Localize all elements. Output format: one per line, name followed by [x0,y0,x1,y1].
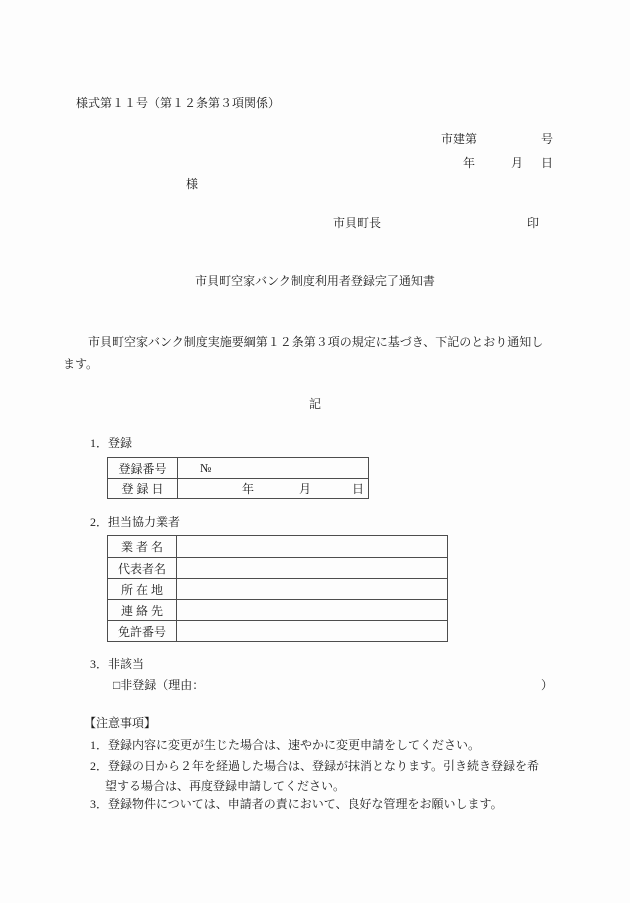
addressee-honorific: 様 [186,177,199,191]
table-row [108,620,447,641]
address-label: 所 在 地 [108,579,177,599]
year-label: 年 [242,482,255,496]
non-registration-label: 非登録（理由： [120,678,205,692]
note-item-3: 3．登録物件については、申請者の責において、良好な管理をお願いします。 [90,797,503,811]
license-number-field [177,621,447,641]
contact-label: 連 絡 先 [108,600,177,620]
date-month-label: 月 [510,156,523,170]
checkbox-icon: □ [113,678,121,692]
non-registration-line [113,677,553,693]
document-title: 市貝町空家バンク制度利用者登録完了通知書 [195,274,435,288]
sender-line [333,215,539,231]
registration-table [107,457,369,499]
note-item-1: 1．登録内容に変更が生じた場合は、速やかに変更申請をしてください。 [90,738,481,752]
body-paragraph: 市貝町空家バンク制度実施要綱第１２条第３項の規定に基づき、下記のとおり通知します。 [63,335,544,371]
date-line [451,139,553,187]
record-marker: 記 [308,397,321,411]
registration-number-field: № [200,460,212,475]
table-row [108,557,447,578]
date-day-label: 日 [540,156,553,170]
cooperating-agent-table [107,535,448,642]
table-row [108,578,447,599]
representative-name-field [177,558,447,578]
seal-placeholder: 印 [526,216,539,230]
section3-heading: 3．非該当 [90,657,145,671]
form-number-line: 様式第１１号（第１２条第３項関係） [76,96,281,110]
doc-number-prefix: 市建第 [440,132,477,146]
license-number-label: 免許番号 [108,621,177,641]
registration-number-label: 登録番号 [108,458,178,478]
section1-heading: 1．登録 [90,436,133,450]
table-row [108,478,368,498]
agent-name-label: 業 者 名 [108,536,177,557]
agent-name-field [177,536,447,557]
sender-title: 市貝町長 [333,216,382,230]
address-field [177,579,447,599]
contact-field [177,600,447,620]
table-row [108,536,447,557]
registration-date-label: 登 録 日 [108,479,178,498]
close-paren: ） [540,678,553,692]
date-year-label: 年 [462,156,475,170]
month-label: 月 [299,482,312,496]
representative-name-label: 代表者名 [108,558,177,578]
table-row [108,599,447,620]
notes-heading: 【注意事項】 [84,716,157,730]
section2-heading: 2．担当協力業者 [90,515,181,529]
note-item-2: 2．登録の日から２年を経過した場合は、登録が抹消となります。引き続き登録を希望する場合は、再度登録申請してください。 [90,759,540,793]
doc-number-suffix: 号 [540,132,553,146]
registration-date-field [178,479,368,498]
day-label: 日 [352,482,365,496]
table-row [108,458,368,478]
